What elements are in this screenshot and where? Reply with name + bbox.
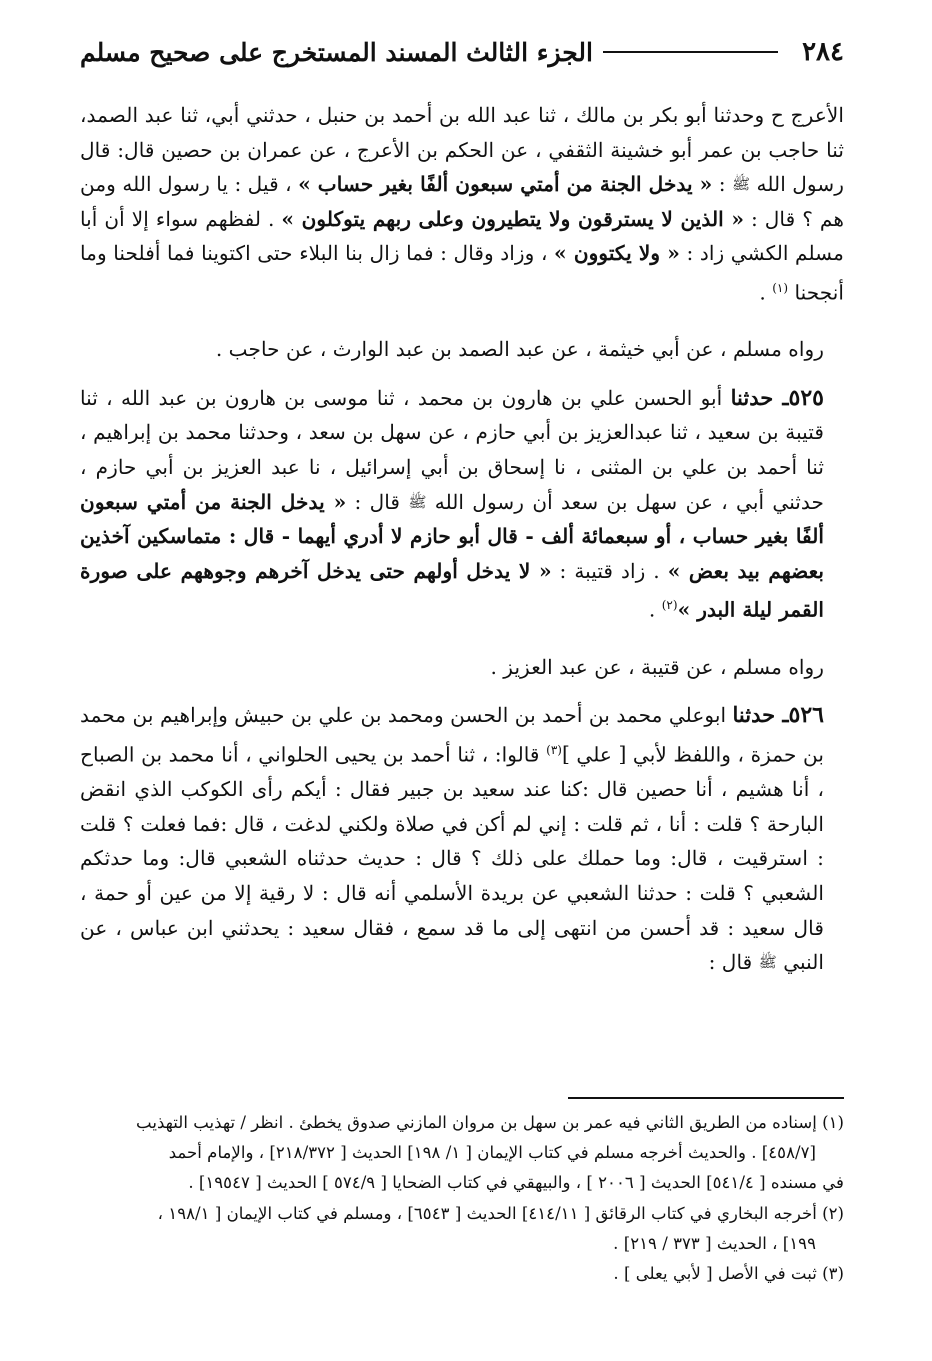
hadith-quote: « يدخل الجنة من أمتي سبعون ألفًا بغير حساب » [298,172,713,197]
footnote-3: (٣) ثبت في الأصل [ لأبي يعلى ] . [613,1264,844,1284]
hadith-526: ٥٢٦ـ حدثنا ابوعلي محمد بن أحمد بن الحسن ومحمد بن علي بن حبيش وإبراهيم بن محمد بن حمزة ، واللفظ لأبي [ علي ]$^{(٣)}$ قالوا: ، ثنا أحمد بن يحيى الحلواني ، أنا محمد بن الصباح ، أنا هشيم ، أنا حصين قال :كنا عند سعيد بن جبير فقال : أيكم رأى الكوكب الذي انقض البارحة ؟ قلت : أنا ، ثم قلت : إني لم أكن في صلاة ولكني لدغت ، قال :فما فعلت ؟ قلت : استرقيت ، قال: وما حملك على ذلك ؟ قال : حديث حدثناه الشعبي قال: وما حدثكم الشعبي ؟ قلت : حدثنا الشعبي عن بريدة الأسلمي أنه قال : لا رقية إلا من عين أو حمة ، قال سعيد : قد أحسن من انتهى إلى ما قد سمع ، فقال سعيد : يحدثني ابن عباس ، عن النبي ﷺ قال : [80,702,824,975]
hadith-quote: « ولا يكتوون » [554,241,680,266]
paragraph-continuation: الأعرج ح وحدثنا أبو بكر بن مالك ، ثنا عبد الله بن أحمد بن حنبل ، حدثني أبي، ثنا عبد الصمد، ثنا حاجب بن عمر أبو خشينة الثقفي ، عن الحكم بن الأعرج ، عن عمران بن حصين قال: قال رسول الله ﷺ : « يدخل الجنة من أمتي سبعون ألفًا بغير حساب » ، قيل : يا رسول الله ومن هم ؟ قال : « الذين لا يسترقون ولا يتطيرون وعلى ربهم يتوكلون » . لفظهم سواء إلا أن أبا مسلم الكشي زاد : « ولا يكتوون » ، وزاد وقال : فما زال بنا البلاء حتى اكتوينا فما أفلحنا وما أنجحنا $^{(١)}$ . [80,103,844,305]
salutation-glyph: ﷺ [408,492,427,511]
hadith-525: ٥٢٥ـ حدثنا أبو الحسن علي بن هارون بن محمد ، ثنا موسى بن هارون بن عبد الله ، ثنا قتيبة بن سعيد ، ثنا عبدالعزيز بن أبي حازم ، عن سهل بن سعد ، وحدثنا محمد بن إبراهيم ، ثنا أحمد بن علي بن المثنى ، نا إسحاق بن أبي إسرائيل ، نا عبد العزيز بن أبي حازم ، حدثني أبي ، عن سهل بن سعد أن رسول الله ﷺ قال : « يدخل الجنة من أمتي سبعون ألفًا بغير حساب ، أو سبعمائة ألف - قال أبو حازم لا أدري أيهما - قال : متماسكين آخذين بعضهم بيد بعض » . زاد قتيبة : « لا يدخل أولهم حتى يدخل آخرهم وجوههم على صورة القمر ليلة البدر »$^{(٢)}$ . [80,384,824,623]
page-number: ٢٨٤ [802,37,844,67]
footnote-1-cont: [٤٥٨/٧] . والحديث أخرجه مسلم في كتاب الإيمان [ ١/ ١٩٨] الحديث [ ٢١٨/٣٧٢] ، والإمام أحمد [168,1143,816,1163]
footnote-1-cont: في مسنده [ ٥٤١/٤] الحديث [ ٢٠٠٦ ] ، والبيهقي في كتاب الضحايا [ ٥٧٤/٩ ] الحديث [ ١٩٥٤٧] . [188,1173,844,1193]
riwayah-note: رواه مسلم ، عن أبي خيثمة ، عن عبد الصمد بن عبد الوارث ، عن حاجب . [215,337,824,362]
header-rule [603,51,778,53]
footnotes [80,1108,844,1289]
riwayah-note: رواه مسلم ، عن قتيبة ، عن عبد العزيز . [490,654,824,679]
hadith-quote: « يدخل الجنة من أمتي سبعون ألفًا بغير حساب ، أو سبعمائة ألف - قال أبو حازم لا أدري أيهما - قال : متماسكين آخذين بعضهم بيد بعض » [80,489,824,583]
salutation-glyph: ﷺ [758,953,777,972]
footnote-ref: (٣) [546,742,562,757]
salutation-glyph: ﷺ [731,175,751,194]
haddathana-word: ـ حدثنا [730,384,789,410]
footnote-ref: (١) [772,280,789,295]
running-title: الجزء الثالث المسند المستخرج على صحيح مسلم [80,37,593,67]
hadith-quote: « لا يدخل أولهم حتى يدخل آخرهم وجوههم على صورة القمر ليلة البدر » [80,558,824,623]
footnote-separator [568,1097,844,1099]
hadith-number: ٥٢٥ [788,384,824,411]
haddathana-word: ـ حدثنا [732,702,789,728]
hadith-number: ٥٢٦ [788,702,824,729]
footnote-ref: (٢) [661,598,678,613]
footnote-2-cont: ١٩٩] ، الحديث [ ٣٧٣ / ٢١٩] . [613,1233,816,1253]
hadith-quote: « الذين لا يسترقون ولا يتطيرون وعلى ربهم يتوكلون » [281,206,744,231]
main-text [80,98,844,980]
footnote-1: (١) إسناده من الطريق الثاني فيه عمر بن سهل بن مروان المازني صدوق يخطئ . انظر / تهذيب التهذيب [136,1113,844,1132]
footnote-2: (٢) أخرجه البخاري في كتاب الرقائق [ ٤١٤/١١] الحديث [ ٦٥٤٣] ، ومسلم في كتاب الإيمان [ ١٩٨/١ ، [157,1203,844,1223]
running-header [80,28,844,76]
